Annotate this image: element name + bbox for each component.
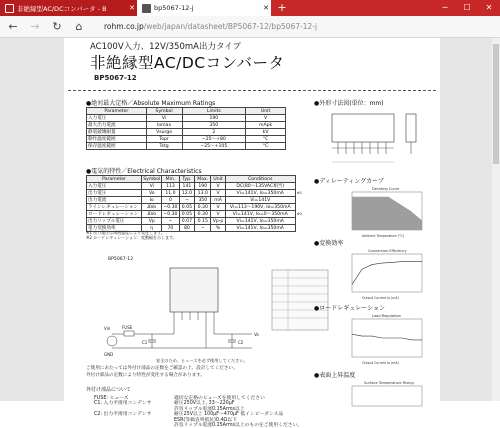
table-header: Parameter <box>87 108 147 115</box>
block-label: BP5067-12 <box>108 257 134 262</box>
chart-title: Surface Temperature Rising <box>364 381 414 385</box>
pdf-icon <box>142 4 151 13</box>
table-cell: Iomax <box>146 122 182 129</box>
table-cell: Vsurge <box>146 129 182 136</box>
home-button[interactable]: ⌂ <box>75 20 83 33</box>
chart-title: Conversion Efficiency <box>368 249 407 253</box>
pin-label: C2 <box>238 340 244 345</box>
note-mark <box>295 204 303 211</box>
table-cell: V <box>211 190 226 197</box>
table-header: Conditions <box>225 176 295 183</box>
elec-char-heading: ●電気的特性／Electrical Characteristics <box>86 168 202 175</box>
pdf-page <box>64 38 440 428</box>
table-row <box>87 115 286 122</box>
ext-part-desc: 許容リップル電流0.25Arms以上のものをご使用ください。 <box>174 423 303 428</box>
table-cell: ΔVo <box>142 211 162 218</box>
pin-label: FUSE <box>122 325 133 330</box>
table-cell: − <box>162 218 179 225</box>
table-cell: 保存温度範囲 <box>87 143 147 150</box>
outline-heading: ●外形寸法図(単位：mm) <box>314 100 384 107</box>
table-cell: Vi=141V, Io=0〜350mA <box>225 211 295 218</box>
table-cell: Vi=141V, Io=350mA <box>225 218 295 225</box>
efficiency-chart <box>322 246 434 302</box>
note-mark: ※2 <box>296 212 302 216</box>
close-icon[interactable]: ✕ <box>263 4 269 12</box>
table-cell: 2 <box>182 129 246 136</box>
table-cell: V <box>246 115 286 122</box>
block-note-1: ご使用にあたっては外付け部品の定数をご確認の上、設計してください。 <box>86 366 238 371</box>
table-row <box>87 122 286 129</box>
table-cell: − <box>179 197 195 204</box>
table-cell: −0.30 <box>163 211 178 217</box>
table-cell: ΔVo <box>142 204 162 211</box>
table-header: Limits <box>182 108 246 115</box>
surface-temp-chart <box>322 378 434 402</box>
ext-part-name: C2: 出力平滑用コンデンサ <box>94 412 152 418</box>
forward-button[interactable]: → <box>30 20 40 33</box>
note-mark: ※1 <box>296 191 302 195</box>
table-cell: 190 <box>182 115 246 122</box>
axis-label: Output Current Io (mA) <box>362 296 399 300</box>
surface-temp-heading: ●表面上昇温度 <box>314 372 356 379</box>
scrollbar-thumb[interactable] <box>493 44 499 164</box>
table-row <box>87 211 304 218</box>
doc-subtitle: AC100V入力、12V/350mA出力タイプ <box>90 42 242 52</box>
table-header: Typ. <box>179 176 195 183</box>
table-header: Symbol <box>146 108 182 115</box>
table-row <box>87 143 286 150</box>
pin-label: GND <box>104 352 114 357</box>
table-cell: 出力電流 <box>87 197 142 204</box>
tab-datasheet-page[interactable]: 非絶縁型AC/DCコンバータ - B ✕ <box>0 0 137 16</box>
table-row <box>87 136 286 143</box>
table-cell: V <box>211 211 226 218</box>
ext-part-desc: 適切な定格のヒューズを使用してください <box>174 396 265 401</box>
table-row <box>87 204 304 211</box>
ext-part-desc: 耐圧250V以上, 33〜220μF <box>174 401 235 407</box>
table-note-2: ※2 ロードレギュレーション：変動幅を示します。 <box>86 235 177 240</box>
table-cell: Tstg <box>146 143 182 150</box>
table-cell: mA <box>211 197 226 204</box>
ext-part-desc: 許容リップル電流0.15Arms以上 <box>174 406 245 412</box>
table-cell: −25〜+80 <box>182 136 246 143</box>
table-cell: DC(80〜135VAC相当) <box>225 183 295 190</box>
table-cell: 出力電圧 <box>87 190 142 197</box>
table-cell: 0.07 <box>179 218 195 225</box>
tab-bar <box>0 0 500 16</box>
table-cell: ロードレギュレーション <box>87 211 142 218</box>
table-cell: Vi=141V, Io=350mA <box>225 225 295 232</box>
table-cell: 13.0 <box>195 190 211 197</box>
table-cell: 0.30 <box>195 204 211 211</box>
table-cell: Io <box>142 197 162 204</box>
ext-part-desc: 耐圧25V以上 100μF〜470μF 低インピーダンス品 <box>174 412 284 418</box>
new-tab-button[interactable]: + <box>277 1 287 14</box>
table-cell: 70 <box>162 225 179 232</box>
table-cell: ラインレギュレーション <box>87 204 142 211</box>
table-header: Symbol <box>143 176 161 182</box>
table-row <box>87 197 304 204</box>
derating-chart <box>322 184 434 240</box>
table-cell: −25〜+105 <box>182 143 246 150</box>
note-mark <box>295 218 303 225</box>
table-row <box>87 190 304 197</box>
table-cell: 141 <box>179 183 195 190</box>
load-reg-chart <box>322 311 434 367</box>
pin-label: Vo <box>254 332 259 337</box>
back-button[interactable]: ← <box>8 20 18 33</box>
efficiency-heading: ●変換効率 <box>314 240 344 247</box>
circuit-diagram <box>102 264 332 356</box>
table-header: Unit <box>246 108 286 115</box>
table-cell: η <box>142 225 162 232</box>
table-cell: 80 <box>179 225 195 232</box>
table-cell: 静電破壊耐量 <box>87 129 147 136</box>
chart-title: Load Regulation <box>372 314 401 318</box>
scrollbar[interactable] <box>492 38 500 401</box>
table-cell: % <box>211 225 226 232</box>
table-cell: Topr <box>146 136 182 143</box>
load-reg-heading: ●ロードレギュレーション <box>314 305 385 312</box>
table-cell: 入力電圧 <box>87 115 147 122</box>
pin-label: C1 <box>142 340 148 345</box>
table-cell: − <box>195 225 211 232</box>
table-cell: Vi=141V <box>225 197 295 204</box>
block-note-2: 外付け部品の定数により特性が変化する場合があります。 <box>86 373 206 378</box>
table-cell: 出力リップル電圧 <box>87 218 142 225</box>
table-cell: 電力変換効率 <box>87 225 142 232</box>
table-cell: Vi=141V, Io=350mA <box>225 190 295 197</box>
chart-title: Derating Curve <box>372 187 400 191</box>
pdf-viewer[interactable] <box>0 38 492 428</box>
page-icon <box>5 4 14 13</box>
table-row <box>87 218 304 225</box>
note-mark <box>295 183 303 190</box>
doc-title: 非絶縁型AC/DCコンバータ <box>90 54 285 72</box>
table-cell: 0.15 <box>195 218 211 225</box>
table-cell: 0.05 <box>179 204 195 211</box>
table-cell: 190 <box>195 183 211 190</box>
circuit-caption: 安全のため、ヒューズを必ず使用してください。 <box>156 358 248 363</box>
table-cell: −0.30 <box>163 204 178 210</box>
ext-parts-heading: 外付け部品について <box>86 387 131 393</box>
ext-part-name: C1: 入力平滑用コンデンサ <box>94 401 152 407</box>
derating-heading: ●ディレーティングカーブ <box>314 178 384 185</box>
note-mark <box>295 197 303 204</box>
table-cell: 0.30 <box>195 211 211 218</box>
table-cell: 最大出力電流 <box>87 122 147 129</box>
axis-label: Output Current Io (mA) <box>362 361 399 365</box>
pin-label: Vin <box>104 326 111 331</box>
table-row <box>87 183 304 190</box>
abs-max-table <box>86 107 286 150</box>
table-cell: 113 <box>162 183 179 190</box>
table-cell: °C <box>246 143 286 150</box>
table-cell: Vp <box>142 218 162 225</box>
part-number: BP5067-12 <box>94 74 137 82</box>
table-cell: V <box>211 204 226 211</box>
table-cell: 350 <box>182 122 246 129</box>
table-cell: 0 <box>162 197 179 204</box>
table-cell: 12.0 <box>179 190 195 197</box>
table-header: Parameter <box>87 176 142 183</box>
table-cell: Vi <box>142 183 162 190</box>
elec-char-table <box>86 175 304 232</box>
table-cell: mApk <box>246 122 286 129</box>
url-field[interactable]: rohm.co.jp/web/japan/datasheet/BP5067-12/bp5067-12-j <box>104 22 318 31</box>
close-icon[interactable]: ✕ <box>129 4 135 12</box>
table-cell: Vi=113〜190V, Io=350mA <box>225 204 295 211</box>
reload-button[interactable]: ↻ <box>52 20 62 33</box>
table-header: Unit <box>211 176 226 183</box>
table-cell: Vi <box>146 115 182 122</box>
table-cell: V <box>211 183 226 190</box>
table-cell: 350 <box>195 197 211 204</box>
table-header: Min. <box>162 176 179 183</box>
table-cell: 動作温度範囲 <box>87 136 147 143</box>
ext-part-desc: ESR(等価直列抵抗)0.4Ω以下 <box>174 417 237 423</box>
tab-pdf[interactable]: bp5067-12-j ✕ <box>137 0 271 16</box>
table-note-1: ※1 出力電圧は周囲温度により変化します。 <box>86 230 165 235</box>
table-cell: 入力電圧 <box>87 183 142 190</box>
table-cell: Vp-p <box>212 218 224 224</box>
axis-label: Ambient Temperature (°C) <box>362 234 404 238</box>
ext-part-name: FUSE: ヒューズ <box>94 396 129 401</box>
table-cell: 11.0 <box>162 190 179 197</box>
abs-max-heading: ●絶対最大定格／Absolute Maximum Ratings <box>86 100 216 107</box>
table-header: Max. <box>195 176 211 183</box>
table-row <box>87 129 286 136</box>
address-bar <box>0 16 500 38</box>
divider <box>68 90 436 91</box>
table-cell: Vo <box>142 190 162 197</box>
note-mark <box>295 225 303 232</box>
table-cell: °C <box>246 136 286 143</box>
table-cell: 0.05 <box>179 211 195 218</box>
window-close-button[interactable]: ✕ <box>485 3 493 12</box>
table-cell: kV <box>246 129 286 136</box>
maximize-button[interactable]: ☐ <box>463 3 471 12</box>
minimize-button[interactable]: ─ <box>442 3 448 12</box>
outline-drawing <box>326 108 430 170</box>
